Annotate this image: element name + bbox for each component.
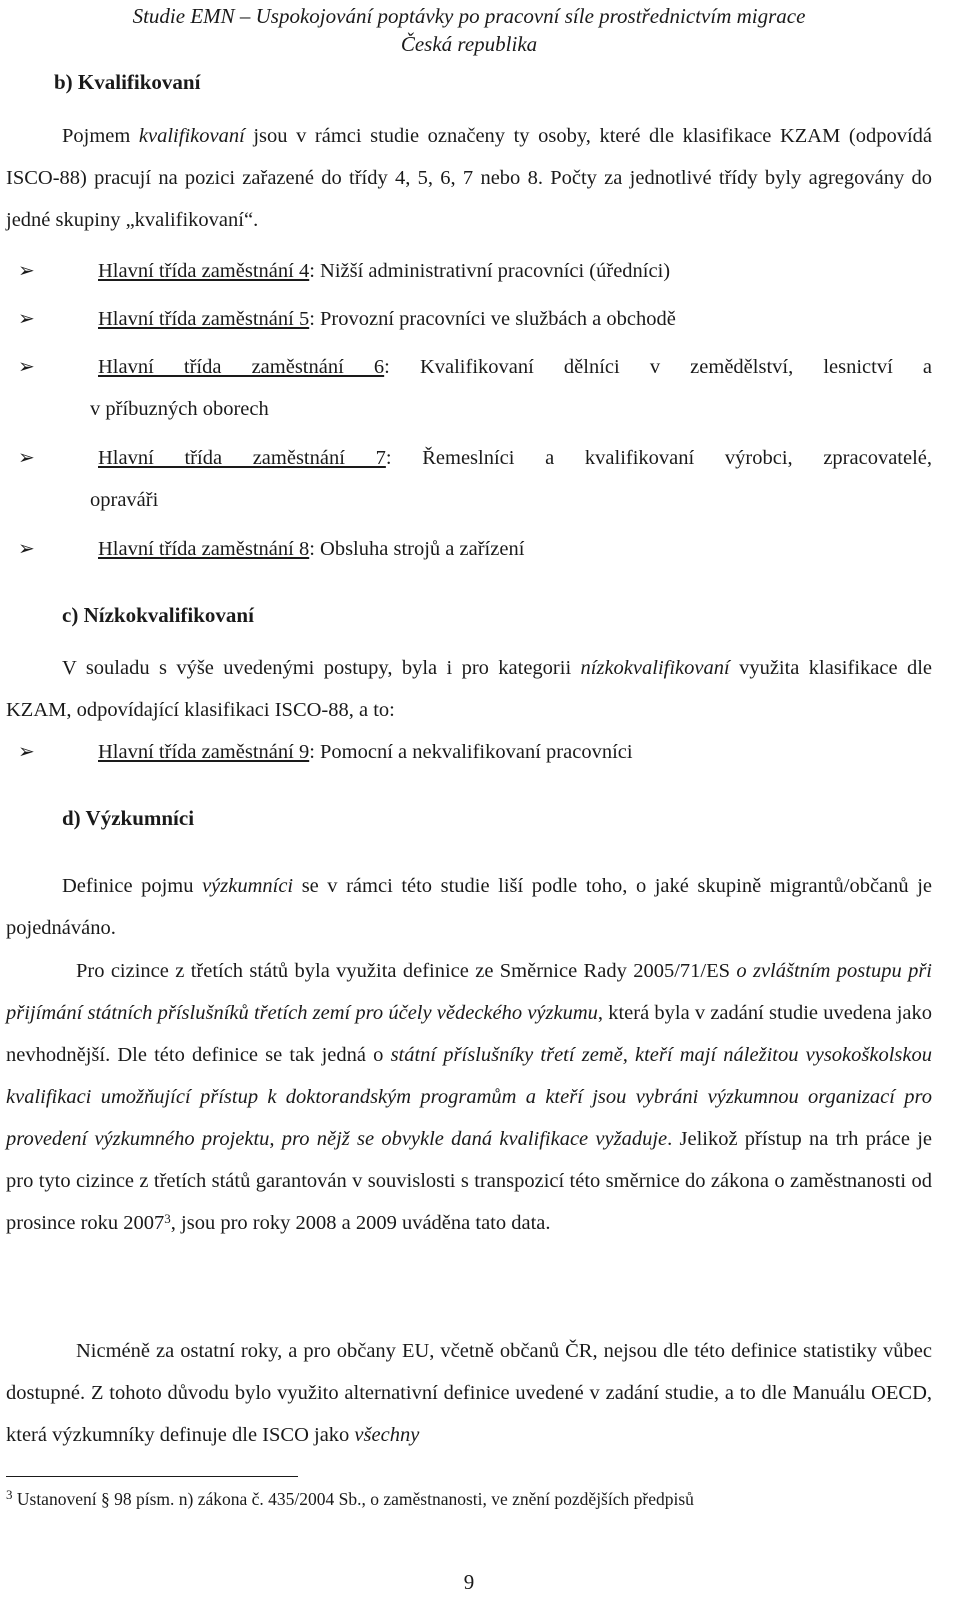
bullet-item: ➢ Hlavní třída zaměstnání 6: Kvalifikovaní dělníci v zemědělství, lesnictví a v příbuzných oborech — [6, 346, 932, 430]
arrow-bullet-icon: ➢ — [18, 260, 35, 282]
arrow-bullet-icon: ➢ — [18, 741, 35, 763]
document-page — [6, 0, 932, 1613]
bullet-item: ➢ Hlavní třída zaměstnání 5: Provozní pracovníci ve službách a obchodě — [6, 298, 932, 340]
section-d-paragraph-1: Definice pojmu výzkumníci se v rámci této studie liší podle toho, o jaké skupině migrantů/občanů je pojednáváno. — [6, 875, 932, 939]
bullet-item: ➢ Hlavní třída zaměstnání 8: Obsluha strojů a zařízení — [6, 528, 932, 570]
page-number: 9 — [463, 1570, 475, 1594]
arrow-bullet-icon: ➢ — [18, 538, 35, 560]
section-c-paragraph: V souladu s výše uvedenými postupy, byla i pro kategorii nízkokvalifikovaní využita klasifikace dle KZAM, odpovídající klasifikaci ISCO-88, a to: — [6, 657, 932, 721]
section-b-paragraph: Pojmem kvalifikovaní jsou v rámci studie označeny ty osoby, které dle klasifikace KZAM (odpovídá ISCO-88) pracují na pozici zařazené do třídy 4, 5, 6, 7 nebo 8. Počty za jednotlivé třídy byly agregovány do jedné skupiny „kvalifikovaní“. — [6, 125, 932, 231]
section-heading-d: d) Výzkumníci — [62, 806, 195, 830]
bullet-item: ➢ Hlavní třída zaměstnání 9: Pomocní a nekvalifikovaní pracovníci — [6, 731, 932, 773]
arrow-bullet-icon: ➢ — [18, 308, 35, 330]
section-d-paragraph-3: Nicméně za ostatní roky, a pro občany EU, včetně občanů ČR, nejsou dle této definice statistiky vůbec dostupné. Z tohoto důvodu bylo využito alternativní definice uvedené v zadání studie, a to dle Manuálu OECD, která výzkumníky definuje dle ISCO jako všechny — [6, 1340, 932, 1446]
section-heading-b: b) Kvalifikovaní — [54, 70, 201, 94]
footnote — [6, 1488, 694, 1510]
arrow-bullet-icon: ➢ — [18, 447, 35, 469]
section-d-paragraph-2: Pro cizince z třetích států byla využita definice ze Směrnice Rady 2005/71/ES o zvláštním postupu při přijímání státních příslušníků třetích zemí pro účely vědeckého výzkumu, která byla v zadání studie uvedena jako nevhodnější. Dle této definice se tak jedná o státní příslušníky třetí země, kteří mají náležitou vysokoškolskou kvalifikaci umožňující přístup k doktorandským programům a kteří jsou vybráni výzkumnou organizací pro provedení výzkumného projektu, pro nějž se obvykle daná kvalifikace vyžaduje. Jelikož přístup na trh práce je pro tyto cizince z třetích států garantován v souvislosti s transpozicí této směrnice do zákona o zaměstnanosti od prosince roku 2007$^3$, jsou pro roky 2008 a 2009 uváděna tato data. — [6, 960, 932, 1234]
footnote-number: 3 — [6, 1487, 13, 1502]
header-line-1: Studie EMN – Uspokojování poptávky po pracovní síle prostřednictvím migrace — [132, 4, 806, 28]
bullet-item: ➢ Hlavní třída zaměstnání 4: Nižší administrativní pracovníci (úředníci) — [6, 250, 932, 292]
footnote-text: Ustanovení § 98 písm. n) zákona č. 435/2004 Sb., o zaměstnanosti, ve znění pozdějších předpisů — [12, 1489, 694, 1509]
section-heading-c: c) Nízkokvalifikovaní — [62, 603, 254, 627]
header-line-2: Česká republika — [400, 32, 538, 56]
bullet-item: ➢ Hlavní třída zaměstnání 7: Řemeslníci a kvalifikovaní výrobci, zpracovatelé, opraváři — [6, 437, 932, 521]
footnote-separator — [6, 1476, 298, 1477]
arrow-bullet-icon: ➢ — [18, 356, 35, 378]
running-header — [6, 2, 932, 58]
footnote-reference[interactable]: 3 — [164, 1211, 171, 1226]
